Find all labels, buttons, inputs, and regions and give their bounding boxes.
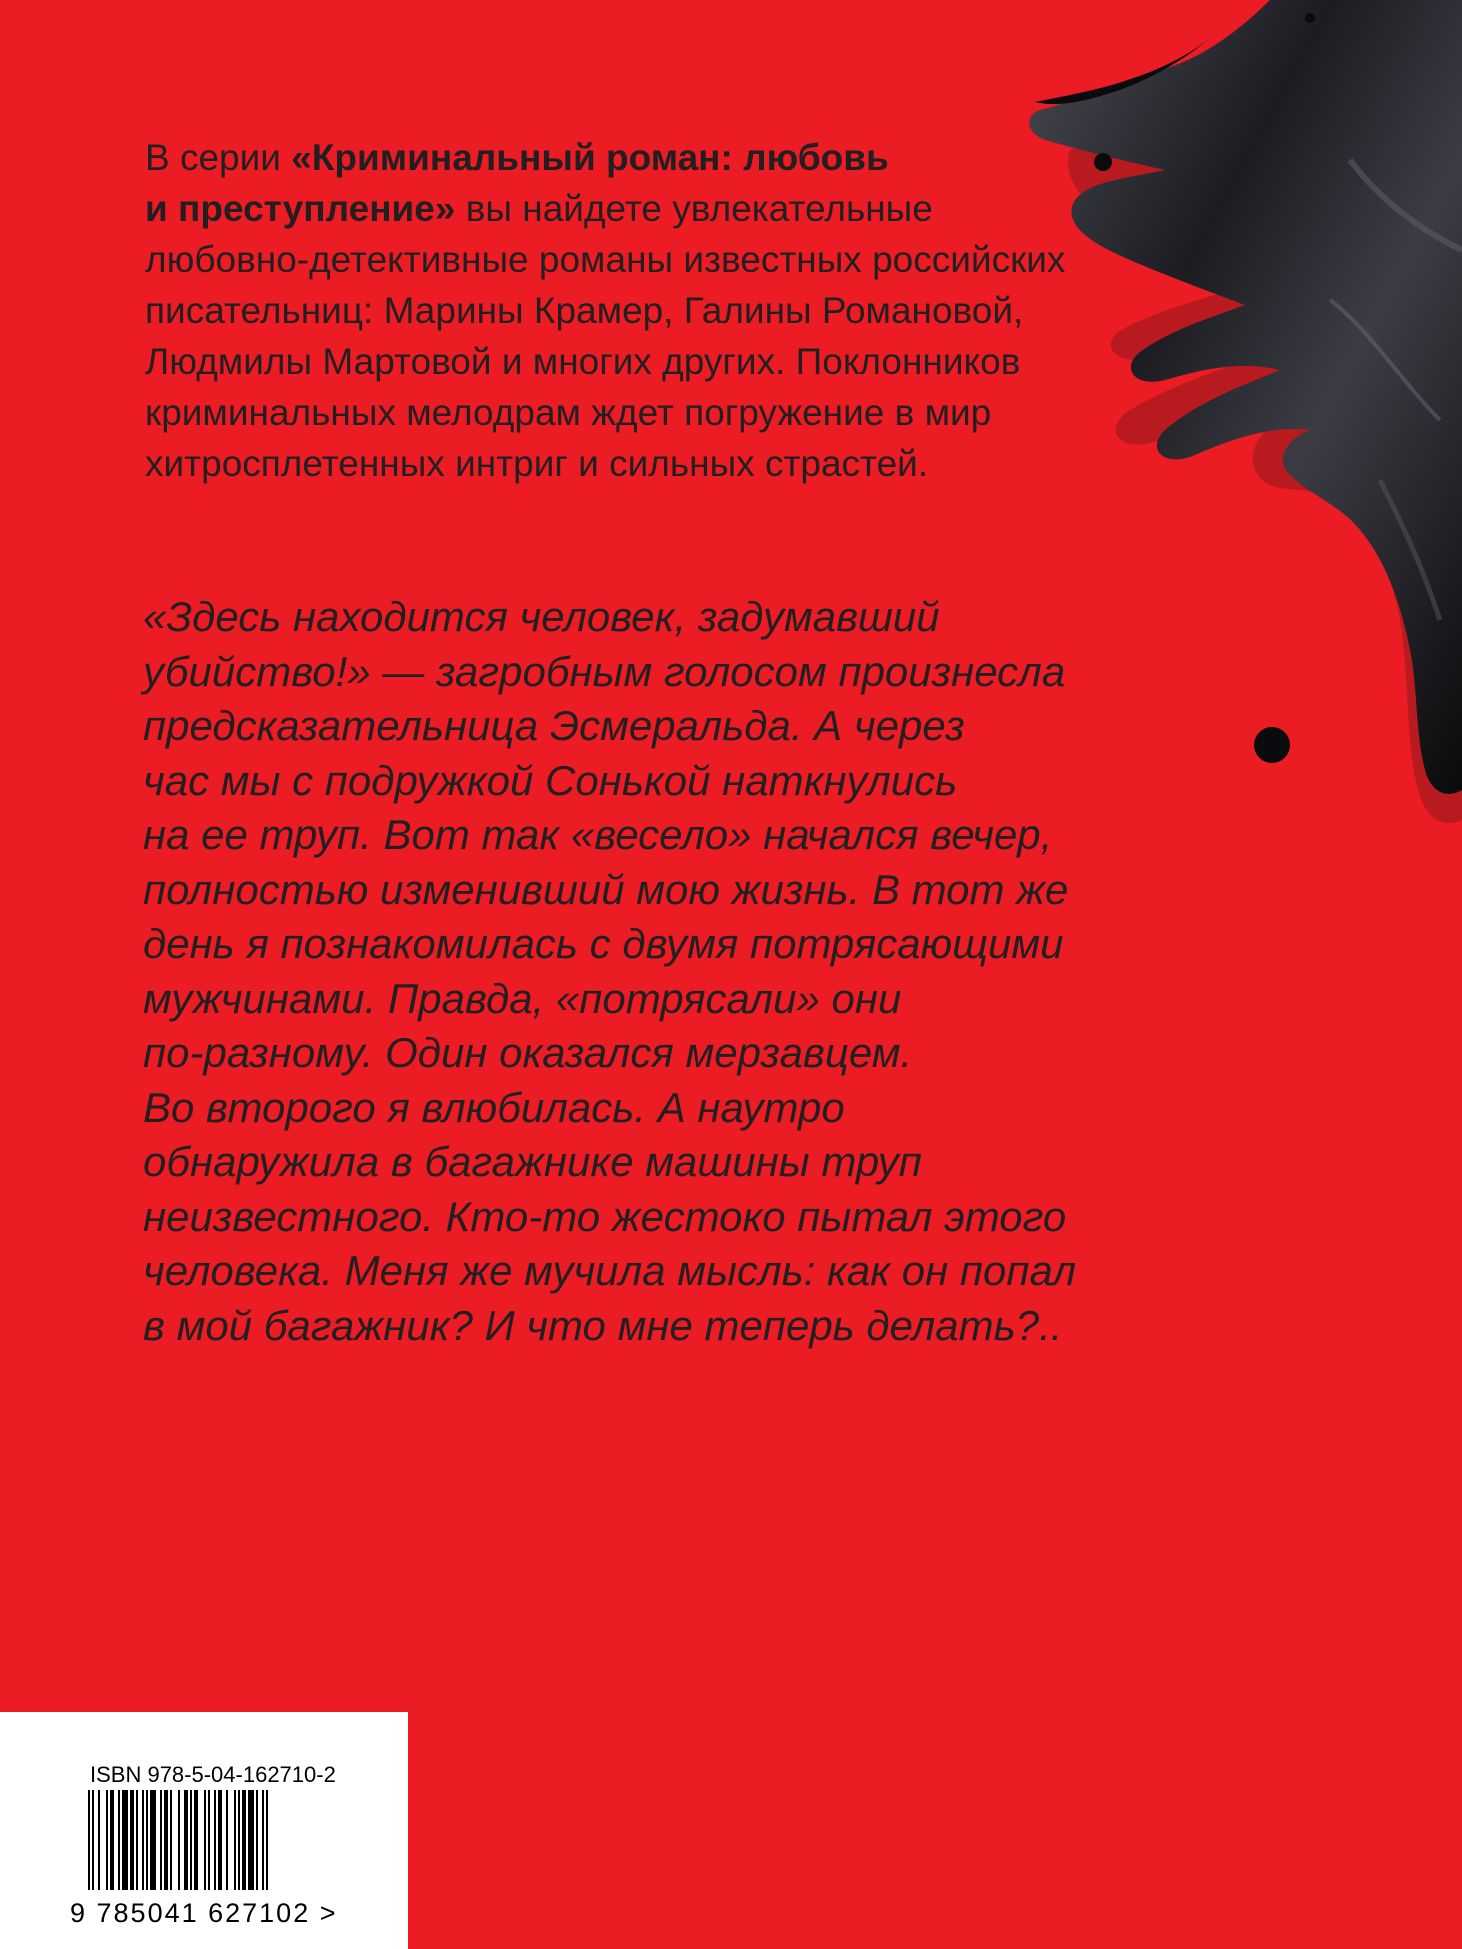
barcode-bar: [256, 1790, 258, 1890]
series-title-part-1: «Криминальный роман: любовь: [291, 137, 889, 178]
barcode-digits: 9 785041 627102 >: [70, 1898, 338, 1928]
barcode-bar: [164, 1790, 168, 1890]
barcode-bar: [184, 1790, 188, 1890]
series-line-2: и преступление» вы найдете увлекательные: [145, 188, 933, 229]
barcode-bar: [226, 1790, 228, 1890]
series-line: Людмилы Мартовой и многих других. Поклонников: [145, 341, 1021, 382]
barcode-bar: [130, 1790, 134, 1890]
barcode-bar: [248, 1790, 254, 1890]
barcode-bar: [178, 1790, 180, 1890]
barcode-bar: [98, 1790, 100, 1890]
barcode-graphic: [86, 1790, 341, 1890]
blurb-line: Во второго я влюбилась. А наутро: [143, 1083, 845, 1131]
barcode-bar: [136, 1790, 138, 1890]
series-line-1: В серии «Криминальный роман: любовь: [145, 137, 889, 178]
barcode-bar: [234, 1790, 236, 1890]
barcode-bar: [92, 1790, 94, 1890]
blurb-line: час мы с подружкой Сонькой наткнулись: [143, 756, 958, 804]
barcode-bar: [238, 1790, 240, 1890]
barcode-bar: [204, 1790, 206, 1890]
barcode-bar: [118, 1790, 120, 1890]
blurb-line: по-разному. Один оказался мерзавцем.: [143, 1029, 913, 1076]
blurb-line: предсказательница Эсмеральда. А через: [143, 702, 965, 749]
barcode-bar: [88, 1790, 90, 1890]
isbn-label: ISBN 978-5-04-162710-2: [90, 1762, 336, 1787]
barcode-bar: [106, 1790, 108, 1890]
blurb-line: обнаружила в багажнике машины труп: [143, 1138, 922, 1185]
barcode-bar: [190, 1790, 192, 1890]
barcode-bar: [170, 1790, 172, 1890]
blurb-line: на ее труп. Вот так «весело» начался вечер,: [143, 811, 1053, 858]
barcode-bar: [242, 1790, 246, 1890]
blurb-line: полностью изменивший мою жизнь. В тот же: [143, 865, 1069, 913]
barcode-bar: [266, 1790, 268, 1890]
barcode-bar: [214, 1790, 216, 1890]
blurb-line: «Здесь находится человек, задумавший: [143, 593, 940, 640]
blurb-line: в мой багажник? И что мне теперь делать?..: [143, 1301, 1063, 1349]
barcode-bar: [146, 1790, 148, 1890]
barcode-bar: [110, 1790, 114, 1890]
blurb-line: убийство!» — загробным голосом произнесла: [143, 647, 1066, 695]
barcode-bar: [194, 1790, 198, 1890]
barcode-bar: [218, 1790, 222, 1890]
blurb-line: день я познакомилась с двумя потрясающими: [143, 920, 1064, 967]
blurb-line: мужчинами. Правда, «потрясали» они: [143, 974, 902, 1022]
barcode-bar: [122, 1790, 128, 1890]
series-line: любовно-детективные романы известных российских: [145, 239, 1066, 280]
series-line: хитросплетенных интриг и сильных страстей.: [145, 443, 929, 484]
barcode-bar: [142, 1790, 144, 1890]
series-line: криминальных мелодрам ждет погружение в мир: [145, 392, 992, 433]
book-blurb: [143, 590, 1183, 1353]
blurb-line: неизвестного. Кто-то жестоко пытал этого: [143, 1192, 1067, 1240]
barcode-bar: [262, 1790, 264, 1890]
barcode-bar: [150, 1790, 156, 1890]
barcode-bar: [160, 1790, 162, 1890]
blurb-line: человека. Меня же мучила мысль: как он попал: [143, 1247, 1077, 1294]
series-description: [145, 132, 1175, 489]
series-line: писательниц: Марины Крамер, Галины Романовой,: [145, 290, 1024, 331]
barcode-bar: [208, 1790, 210, 1890]
series-title-part-2: и преступление»: [145, 188, 456, 229]
